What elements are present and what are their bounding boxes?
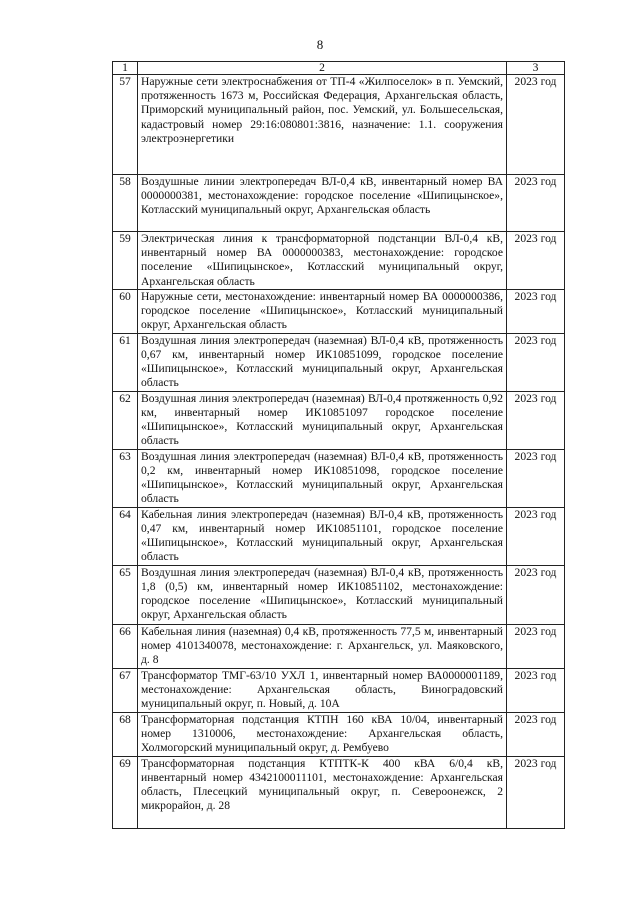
row-number: 68 <box>113 712 138 756</box>
row-description: Трансформаторная подстанция КТПН 160 кВА 10/04, инвентарный номер 1310006, местонахождение: Архангельская область, Холмогорский муниципальный округ, д. Рембуево <box>138 712 507 756</box>
row-number: 59 <box>113 232 138 290</box>
table-row <box>113 333 565 391</box>
row-number: 64 <box>113 507 138 565</box>
row-year: 2023 год <box>507 333 565 391</box>
row-year: 2023 год <box>507 290 565 334</box>
row-number: 69 <box>113 756 138 828</box>
table-row <box>113 756 565 828</box>
row-number: 63 <box>113 449 138 507</box>
row-description: Воздушная линия электропередач (наземная) ВЛ-0,4 кВ, протяженность 0,67 км, инвентарный номер ИК10851099, городское поселение «Шипицынское», Котласский муниципальный округ, Архангельская область <box>138 333 507 391</box>
table-row <box>113 668 565 712</box>
table-row <box>113 712 565 756</box>
row-year: 2023 год <box>507 668 565 712</box>
row-year: 2023 год <box>507 624 565 668</box>
row-year: 2023 год <box>507 712 565 756</box>
row-description: Трансформатор ТМГ-63/10 УХЛ 1, инвентарный номер ВА0000001189, местонахождение: Архангельская область, Виноградовский муниципальный округ, п. Новый, д. 10А <box>138 668 507 712</box>
column-header-number: 1 <box>113 62 138 75</box>
row-description: Воздушные линии электропередач ВЛ-0,4 кВ, инвентарный номер ВА 0000000381, местонахождение: городское поселение «Шипицынское», Котласский муниципальный округ, Архангельская область <box>138 175 507 232</box>
table-row <box>113 75 565 175</box>
table-header-row <box>113 62 565 75</box>
table-row <box>113 232 565 290</box>
column-header-description: 2 <box>138 62 507 75</box>
row-number: 57 <box>113 75 138 175</box>
row-year: 2023 год <box>507 449 565 507</box>
row-description: Наружные сети электроснабжения от ТП-4 «Жилпоселок» в п. Уемский, протяженность 1673 м, Российская Федерация, Архангельская область, Приморский муниципальный район, пос. Уемский, ул. Большесельская, кадастровый номер 29:16:080801:3816, назначение: 1.1. сооружения электроэнергетики <box>138 75 507 175</box>
table-row <box>113 624 565 668</box>
row-number: 65 <box>113 565 138 624</box>
row-description: Электрическая линия к трансформаторной подстанции ВЛ-0,4 кВ, инвентарный номер ВА 0000000383, местонахождение: городское поселение «Шипицынское», Котласский муниципальный округ, Архангельская область <box>138 232 507 290</box>
row-number: 61 <box>113 333 138 391</box>
row-description: Кабельная линия электропередач (наземная) ВЛ-0,4 кВ, протяженность 0,47 км, инвентарный номер ИК10851101, городское поселение «Шипицынское», Котласский муниципальный округ, Архангельская область <box>138 507 507 565</box>
row-description: Воздушная линия электропередач (наземная) ВЛ-0,4 протяженность 0,92 км, инвентарный номер ИК10851097 городское поселение «Шипицынское», Котласский муниципальный округ, Архангельская область <box>138 391 507 449</box>
row-year: 2023 год <box>507 507 565 565</box>
row-number: 66 <box>113 624 138 668</box>
assets-table <box>112 61 565 829</box>
row-number: 62 <box>113 391 138 449</box>
row-description: Наружные сети, местонахождение: инвентарный номер ВА 0000000386, городское поселение «Шипицынское», Котласский муниципальный округ, Архангельская область <box>138 290 507 334</box>
table-row <box>113 391 565 449</box>
column-header-year: 3 <box>507 62 565 75</box>
row-description: Воздушная линия электропередач (наземная) ВЛ-0,4 кВ, протяженность 1,8 (0,5) км, инвентарный номер ИК10851102, местонахождение: городское поселение «Шипицынское», Котласский муниципальный округ, Архангельская область <box>138 565 507 624</box>
row-number: 60 <box>113 290 138 334</box>
row-year: 2023 год <box>507 75 565 175</box>
table-row <box>113 449 565 507</box>
table-row <box>113 507 565 565</box>
row-year: 2023 год <box>507 756 565 828</box>
row-year: 2023 год <box>507 391 565 449</box>
page-number: 8 <box>316 37 324 52</box>
table-row <box>113 175 565 232</box>
row-number: 67 <box>113 668 138 712</box>
table-row <box>113 565 565 624</box>
row-year: 2023 год <box>507 565 565 624</box>
row-description: Кабельная линия (наземная) 0,4 кВ, протяженность 77,5 м, инвентарный номер 4101340078, местонахождение: г. Архангельск, ул. Маяковского, д. 8 <box>138 624 507 668</box>
row-description: Воздушная линия электропередач (наземная) ВЛ-0,4 кВ, протяженность 0,2 км, инвентарный номер ИК10851098, городское поселение «Шипицынское», Котласский муниципальный округ, Архангельская область <box>138 449 507 507</box>
row-number: 58 <box>113 175 138 232</box>
row-description: Трансформаторная подстанция КТПТК-К 400 кВА 6/0,4 кВ, инвентарный номер 4342100011101, местонахождение: Архангельская область, Плесецкий муниципальный округ, п. Североонежск, 2 микрорайон, д. 28 <box>138 756 507 828</box>
row-year: 2023 год <box>507 175 565 232</box>
row-year: 2023 год <box>507 232 565 290</box>
table-row <box>113 290 565 334</box>
